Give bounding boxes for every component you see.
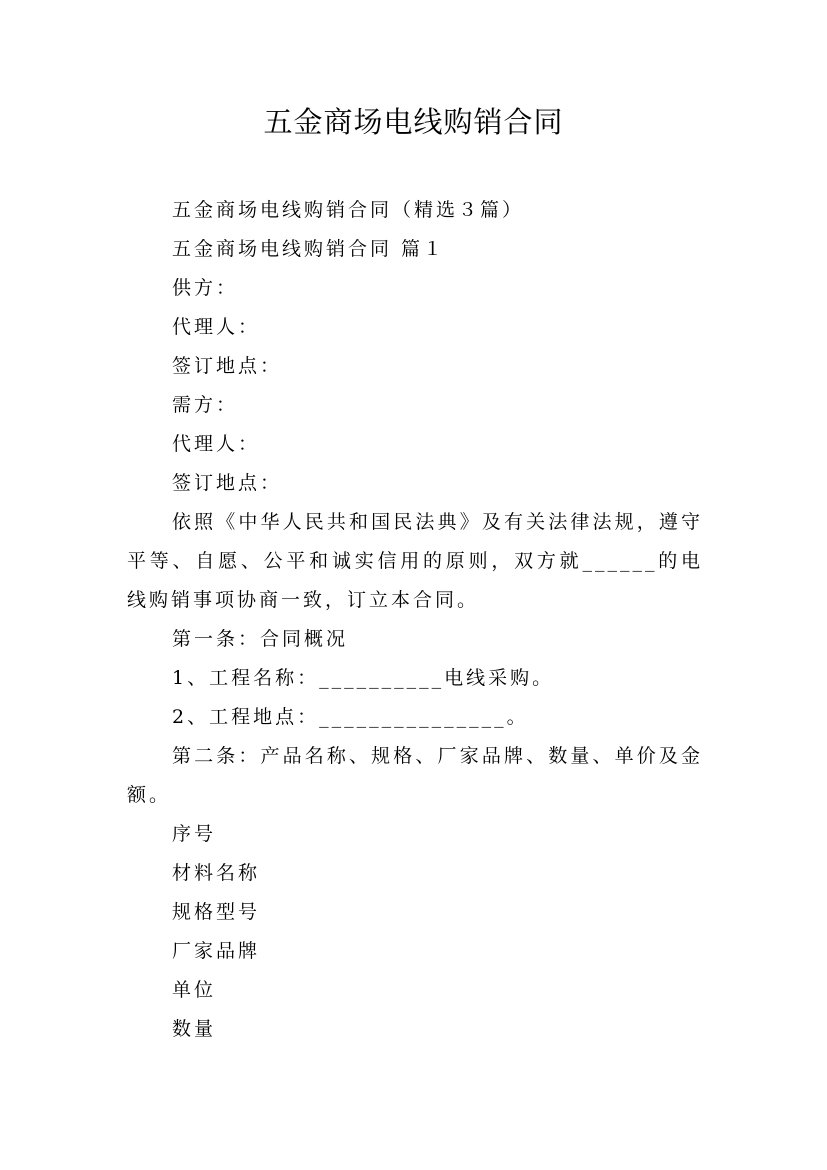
paragraph-col-unit: 单位 xyxy=(172,979,217,1001)
paragraph-buyer: 需方： xyxy=(172,394,239,416)
paragraph-article-1: 第一条：合同概况 xyxy=(172,628,349,650)
document-title: 五金商场电线购销合同 xyxy=(263,105,564,139)
document-body xyxy=(127,191,703,1049)
paragraph-col-quantity: 数量 xyxy=(172,1018,217,1040)
paragraph-col-serial: 序号 xyxy=(172,823,217,845)
paragraph-col-spec: 规格型号 xyxy=(172,901,261,923)
paragraph-article-2: 第二条：产品名称、规格、厂家品牌、数量、单价及金额。 xyxy=(127,745,703,806)
paragraph-supplier: 供方： xyxy=(172,277,239,299)
paragraph-section-heading: 五金商场电线购销合同 篇１ xyxy=(172,238,446,260)
paragraph-buyer-location: 签订地点： xyxy=(172,472,283,494)
paragraph-col-brand: 厂家品牌 xyxy=(172,940,261,962)
paragraph-col-material: 材料名称 xyxy=(172,862,261,884)
paragraph-preamble: 依照《中华人民共和国民法典》及有关法律法规，遵守平等、自愿、公平和诚实信用的原则，双方就______的电线购销事项协商一致，订立本合同。 xyxy=(127,511,703,611)
paragraph-supplier-agent: 代理人： xyxy=(172,316,261,338)
paragraph-subtitle: 五金商场电线购销合同（精选３篇） xyxy=(172,199,525,221)
paragraph-buyer-agent: 代理人： xyxy=(172,433,261,455)
paragraph-supplier-location: 签订地点： xyxy=(172,355,283,377)
paragraph-project-name: 1、工程名称：__________电线采购。 xyxy=(172,667,555,689)
paragraph-project-location: 2、工程地点：_______________。 xyxy=(172,706,529,728)
